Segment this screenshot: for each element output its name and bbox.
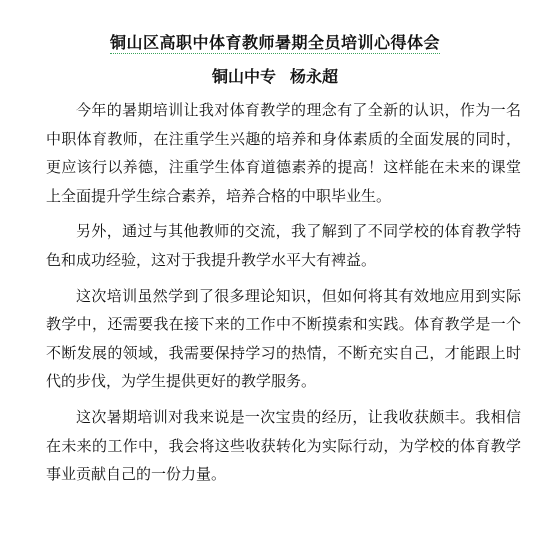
document-title-text: 铜山区高职中体育教师暑期全员培训心得体会 [109,33,440,52]
document-title [0,32,550,54]
document-body [46,96,521,496]
author-school: 铜山中专 [211,67,276,86]
paragraph: 这次暑期培训对我来说是一次宝贵的经历，让我收获颇丰。我相信在未来的工作中，我会将这些收获转化为实际行动，为学校的体育教学事业贡献自己的一份力量。 [46,407,521,484]
paragraph: 另外，通过与其他教师的交流，我了解到了不同学校的体育教学特色和成功经验，这对于我提升教学水平大有裨益。 [46,222,521,269]
paragraph: 今年的暑期培训让我对体育教学的理念有了全新的认识，作为一名中职体育教师，在注重学生兴趣的培养和身体素质的全面发展的同时，更应该行以养德，注重学生体育道德素养的提高！这样能在未来的课堂上全面提升学生综合素养，培养合格的中职毕业生。 [46,101,521,205]
author-line [0,66,550,88]
paragraph: 这次培训虽然学到了很多理论知识，但如何将其有效地应用到实际教学中，还需要我在接下来的工作中不断摸索和实践。体育教学是一个不断发展的领域，我需要保持学习的热情，不断充实自己，才能跟上时代的步伐，为学生提供更好的教学服务。 [46,286,521,391]
author-name: 杨永超 [290,67,339,86]
